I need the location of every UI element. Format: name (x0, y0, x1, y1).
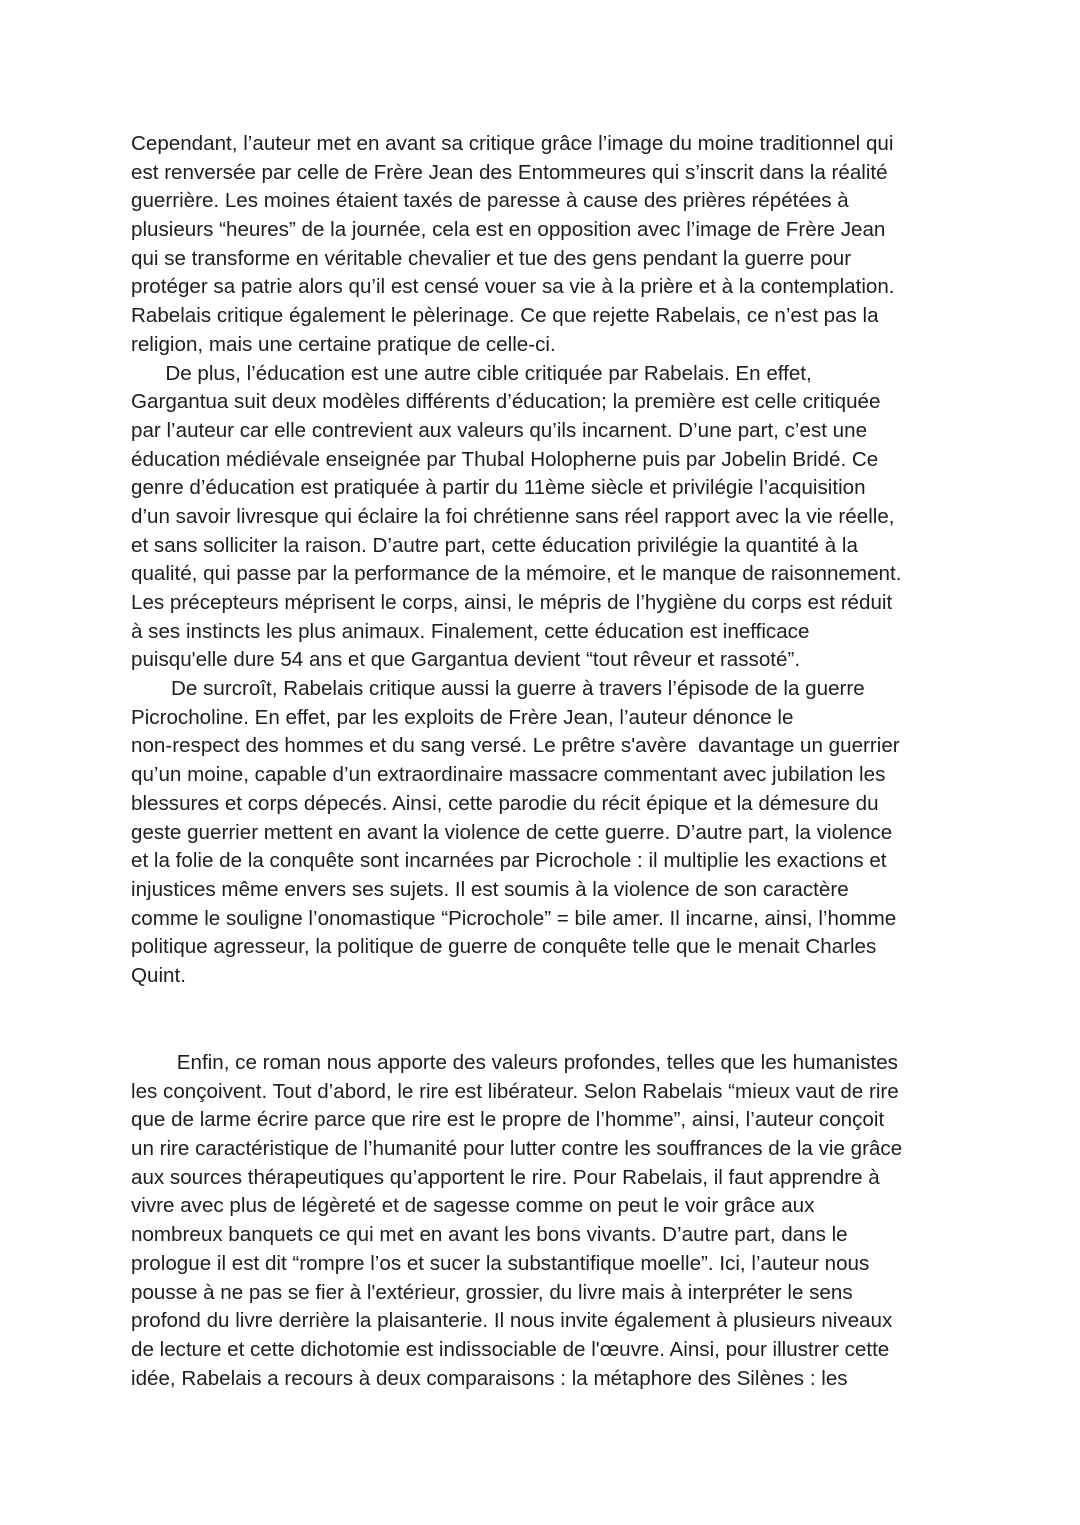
text-line: un rire caractéristique de l’humanité pour lutter contre les souffrances de la vie grâce (131, 1137, 903, 1161)
text-line: idée, Rabelais a recours à deux comparaisons : la métaphore des Silènes : les (131, 1366, 848, 1390)
text-line: Quint. (131, 963, 186, 987)
text-line: vivre avec plus de légèreté et de sagesse comme on peut le voir grâce aux (131, 1194, 815, 1218)
text-line: par l’auteur car elle contrevient aux valeurs qu’ils incarnent. D’une part, c’est une (131, 418, 868, 442)
text-line: les conçoivent. Tout d’abord, le rire est libérateur. Selon Rabelais “mieux vaut de rire (131, 1079, 899, 1103)
text-line: profond du livre derrière la plaisanterie. Il nous invite également à plusieurs niveaux (131, 1309, 893, 1333)
text-line: de lecture et cette dichotomie est indissociable de l'œuvre. Ainsi, pour illustrer cette (131, 1337, 890, 1361)
text-line: nombreux banquets ce qui met en avant les bons vivants. D’autre part, dans le (131, 1223, 848, 1247)
text-line: puisqu'elle dure 54 ans et que Gargantua devient “tout rêveur et rassoté”. (131, 648, 801, 672)
text-line: Picrocholine. En effet, par les exploits de Frère Jean, l’auteur dénonce le (131, 705, 794, 729)
text-line: injustices même envers ses sujets. Il est soumis à la violence de son caractère (131, 877, 849, 901)
text-block (131, 1049, 961, 1393)
text-line: pousse à ne pas se fier à l'extérieur, grossier, du livre mais à interpréter le sens (131, 1280, 853, 1304)
text-line: qu’un moine, capable d’un extraordinaire massacre commentant avec jubilation les (131, 763, 886, 787)
text-line: protéger sa patrie alors qu’il est censé vouer sa vie à la prière et à la contemplation. (131, 275, 895, 299)
text-line: comme le souligne l’onomastique “Picrochole” = bile amer. Il incarne, ainsi, l’homme (131, 906, 897, 930)
text-line: religion, mais une certaine pratique de celle-ci. (131, 332, 556, 356)
text-line: est renversée par celle de Frère Jean des Entommeures qui s’inscrit dans la réalité (131, 160, 888, 184)
text-line: genre d’éducation est pratiquée à partir du 11ème siècle et privilégie l’acquisition (131, 476, 866, 500)
text-line: blessures et corps dépecés. Ainsi, cette parodie du récit épique et la démesure du (131, 791, 879, 815)
text-line: Les précepteurs méprisent le corps, ainsi, le mépris de l’hygiène du corps est réduit (131, 591, 893, 614)
text-line: Enfin, ce roman nous apporte des valeurs profondes, telles que les humanistes (131, 1051, 898, 1074)
text-line: aux sources thérapeutiques qu’apportent le rire. Pour Rabelais, il faut apprendre à (131, 1165, 880, 1189)
text-line: guerrière. Les moines étaient taxés de paresse à cause des prières répétées à (131, 189, 849, 213)
text-line: éducation médiévale enseignée par Thubal Holopherne puis par Jobelin Bridé. Ce (131, 447, 879, 471)
text-line: qui se transforme en véritable chevalier et tue des gens pendant la guerre pour (131, 246, 852, 270)
text-line: prologue il est dit “rompre l’os et sucer la substantifique moelle”. Ici, l’auteur nous (131, 1251, 870, 1275)
text-line: et la folie de la conquête sont incarnées par Picrochole : il multiplie les exactions et (131, 849, 887, 873)
text-line: non-respect des hommes et du sang versé. Le prêtre s'avère davantage un guerrier (131, 734, 900, 758)
text-line: Gargantua suit deux modèles différents d’éducation; la première est celle critiquée (131, 390, 881, 414)
text-line: Rabelais critique également le pèlerinage. Ce que rejette Rabelais, ce n’est pas la (131, 304, 879, 328)
text-line: De plus, l’éducation est une autre cible critiquée par Rabelais. En effet, (131, 361, 812, 385)
text-line: geste guerrier mettent en avant la violence de cette guerre. D’autre part, la violence (131, 820, 893, 844)
text-line: plusieurs “heures” de la journée, cela est en opposition avec l’image de Frère Jean (131, 218, 886, 242)
text-line: que de larme écrire parce que rire est le propre de l’homme”, ainsi, l’auteur conçoit (131, 1108, 885, 1132)
text-line: De surcroît, Rabelais critique aussi la guerre à travers l’épisode de la guerre (131, 677, 865, 701)
text-line: et sans solliciter la raison. D’autre part, cette éducation privilégie la quantité à la (131, 533, 858, 557)
text-line: Cependant, l’auteur met en avant sa critique grâce l’image du moine traditionnel qui (131, 132, 894, 155)
text-line: qualité, qui passe par la performance de la mémoire, et le manque de raisonnement. (131, 562, 902, 586)
text-line: à ses instincts les plus animaux. Finalement, cette éducation est inefficace (131, 619, 810, 643)
text-line: politique agresseur, la politique de guerre de conquête telle que le menait Charles (131, 935, 877, 959)
text-block (131, 130, 961, 991)
text-line: d’un savoir livresque qui éclaire la foi chrétienne sans réel rapport avec la vie réelle, (131, 504, 895, 528)
